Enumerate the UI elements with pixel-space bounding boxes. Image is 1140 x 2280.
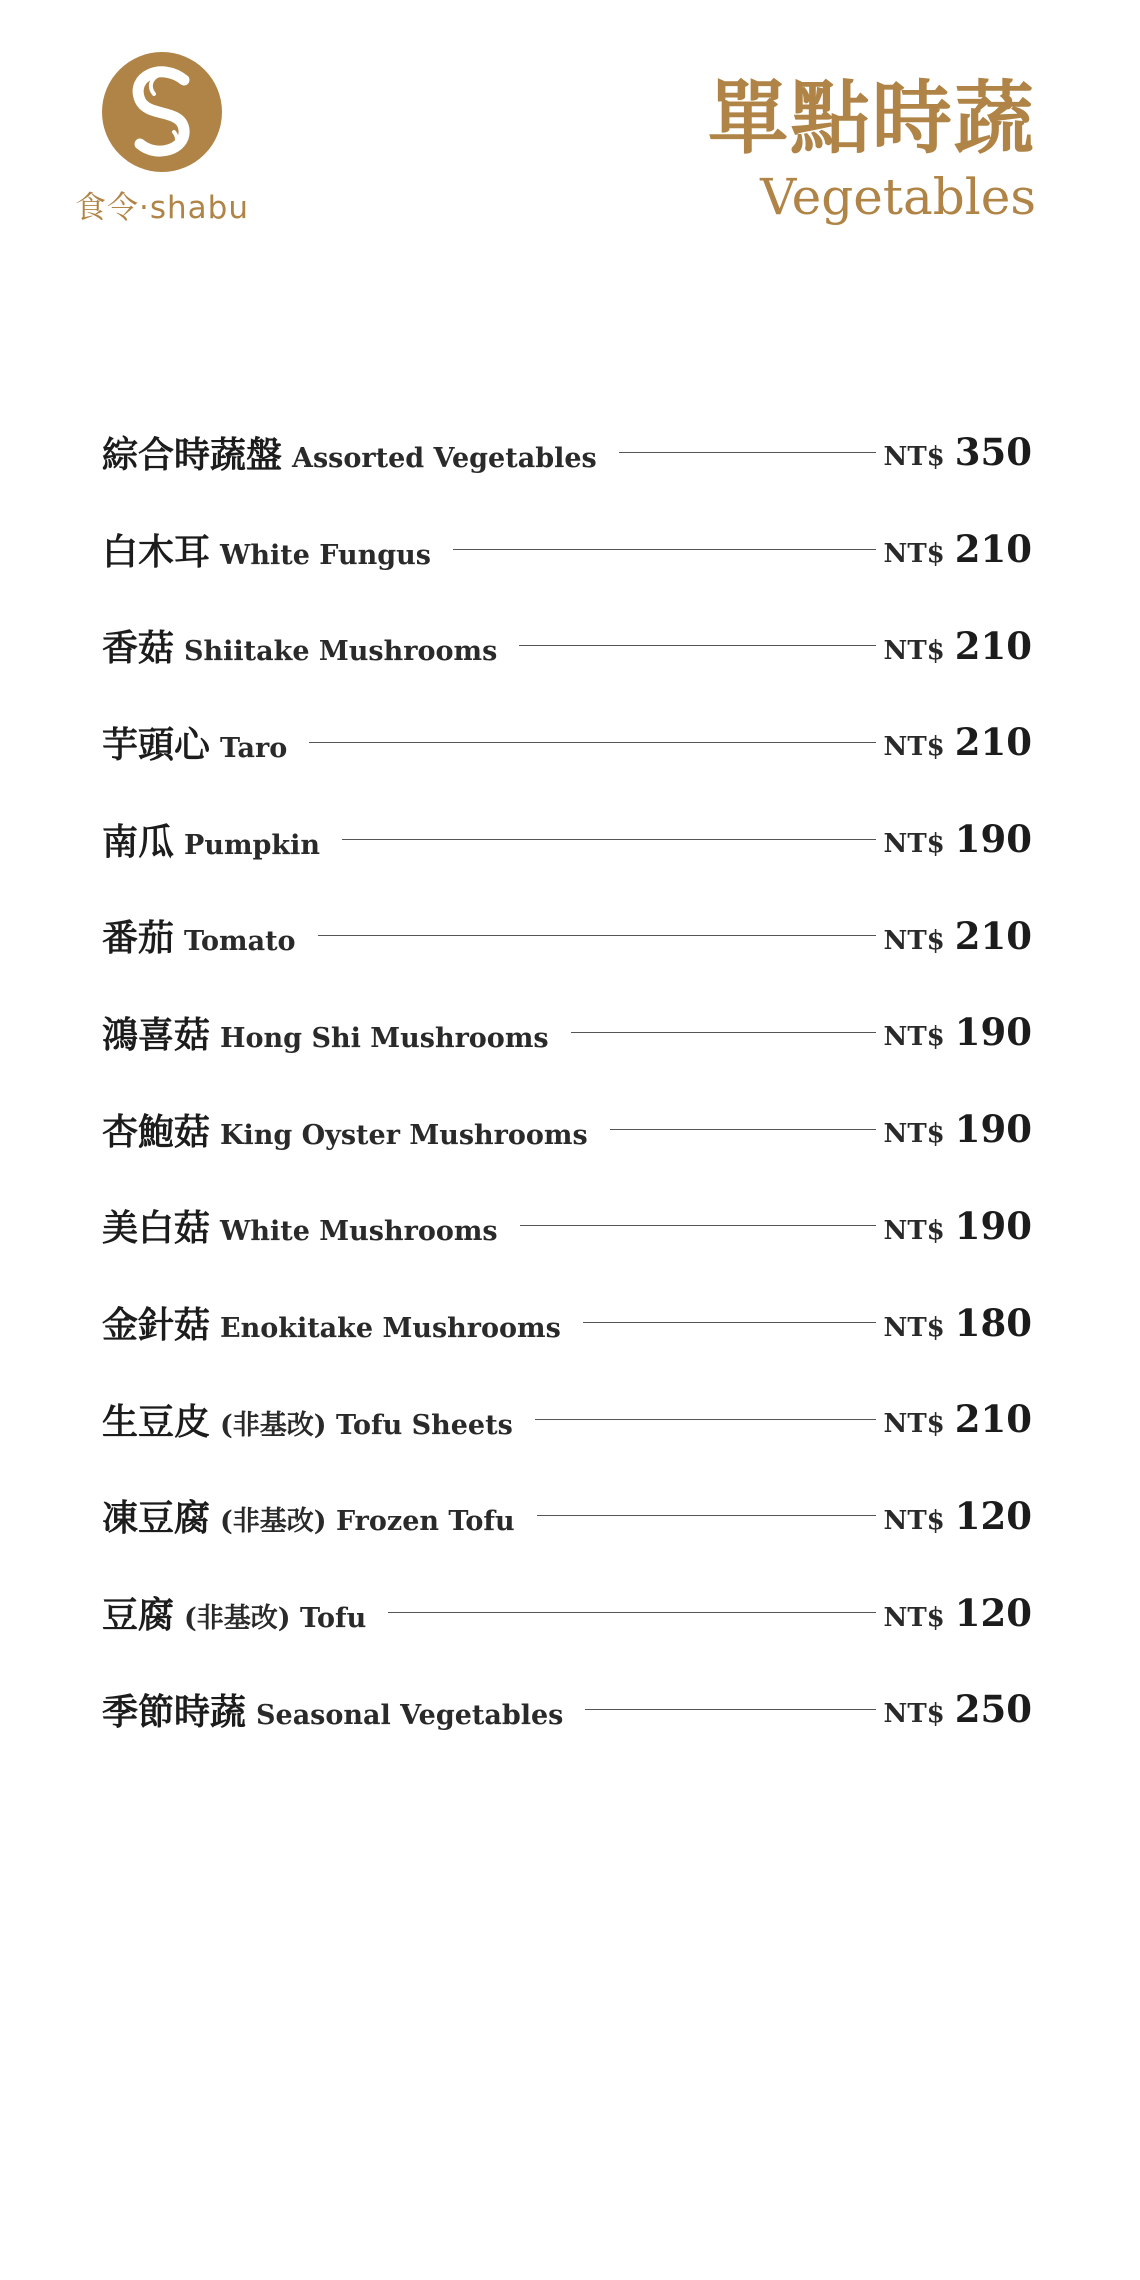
item-name-chinese: 美白菇 <box>102 1207 211 1250</box>
price-currency: NT$ <box>883 829 945 860</box>
menu-item-king-oyster-mushrooms <box>102 1081 1032 1178</box>
item-price <box>883 430 1032 475</box>
item-price <box>883 1397 1032 1442</box>
item-name-english: Seasonal Vegetables <box>256 1699 564 1731</box>
menu-item-taro <box>102 694 1032 791</box>
price-amount: 210 <box>954 913 1032 958</box>
menu-item-hong-shi-mushrooms <box>102 984 1032 1081</box>
price-currency: NT$ <box>883 732 945 763</box>
page-title-english: Vegetables <box>760 168 1036 226</box>
leader-line <box>583 1322 876 1323</box>
price-currency: NT$ <box>883 635 945 666</box>
price-currency: NT$ <box>883 1505 945 1536</box>
menu-item-frozen-tofu <box>102 1468 1032 1565</box>
leader-line <box>610 1129 876 1130</box>
price-amount: 210 <box>954 527 1032 572</box>
item-name-english: Assorted Vegetables <box>292 442 597 474</box>
item-name <box>102 1200 498 1251</box>
item-price <box>883 1493 1032 1538</box>
price-currency: NT$ <box>883 925 945 956</box>
price-amount: 190 <box>954 1010 1032 1055</box>
menu-item-tofu-sheets <box>102 1371 1032 1468</box>
menu-item-white-mushrooms <box>102 1178 1032 1275</box>
leader-line <box>453 549 876 550</box>
item-name <box>102 717 287 768</box>
item-name-english: Hong Shi Mushrooms <box>220 1022 549 1054</box>
menu-item-enokitake-mushrooms <box>102 1274 1032 1371</box>
item-name-chinese: 鴻喜菇 <box>102 1013 211 1056</box>
item-name-english: Taro <box>220 732 288 764</box>
brand-logo <box>52 50 272 227</box>
item-name-english: (非基改) Tofu Sheets <box>220 1409 513 1441</box>
item-name-chinese: 南瓜 <box>102 820 175 863</box>
item-name-chinese: 番茄 <box>102 917 175 960</box>
item-name-chinese: 豆腐 <box>102 1594 175 1637</box>
price-currency: NT$ <box>883 1215 945 1246</box>
item-name <box>102 1104 588 1155</box>
price-amount: 190 <box>954 1107 1032 1152</box>
menu-item-white-fungus <box>102 501 1032 598</box>
item-name <box>102 910 296 961</box>
leader-line <box>519 645 876 646</box>
leader-line <box>571 1032 876 1033</box>
price-amount: 120 <box>954 1590 1032 1635</box>
price-amount: 120 <box>954 1493 1032 1538</box>
item-name <box>102 1297 561 1348</box>
item-name-chinese: 綜合時蔬盤 <box>102 433 283 476</box>
item-name-english: White Mushrooms <box>220 1216 498 1248</box>
price-amount: 210 <box>954 623 1032 668</box>
s-swirl-logo-icon <box>100 50 224 174</box>
menu-item-pumpkin <box>102 791 1032 888</box>
leader-line <box>585 1709 876 1710</box>
price-currency: NT$ <box>883 1119 945 1150</box>
item-name-english: Shiitake Mushrooms <box>184 636 498 668</box>
price-currency: NT$ <box>883 442 945 473</box>
item-name <box>102 1394 513 1445</box>
price-amount: 190 <box>954 817 1032 862</box>
item-name <box>102 427 597 478</box>
leader-line <box>520 1225 876 1226</box>
item-name-chinese: 杏鮑菇 <box>102 1110 211 1153</box>
page-title <box>708 72 1036 228</box>
menu-item-assorted-vegetables <box>102 404 1032 501</box>
page-title-chinese: 單點時蔬 <box>708 71 1036 165</box>
item-name-english: White Fungus <box>220 539 431 571</box>
leader-line <box>388 1612 876 1613</box>
menu-item-shiitake-mushrooms <box>102 597 1032 694</box>
item-price <box>883 623 1032 668</box>
price-currency: NT$ <box>883 1312 945 1343</box>
item-name <box>102 814 320 865</box>
item-name-chinese: 季節時蔬 <box>102 1690 247 1733</box>
price-amount: 210 <box>954 1397 1032 1442</box>
item-price <box>883 1300 1032 1345</box>
price-currency: NT$ <box>883 1022 945 1053</box>
item-name-english: Pumpkin <box>184 829 320 861</box>
item-price <box>883 1203 1032 1248</box>
item-price <box>883 913 1032 958</box>
leader-line <box>309 742 876 743</box>
brand-name: 食令·shabu <box>75 190 249 226</box>
leader-line <box>619 452 876 453</box>
price-currency: NT$ <box>883 1699 945 1730</box>
menu-item-tomato <box>102 887 1032 984</box>
item-name-english: Enokitake Mushrooms <box>220 1313 561 1345</box>
item-name-chinese: 生豆皮 <box>102 1400 211 1443</box>
price-currency: NT$ <box>883 1602 945 1633</box>
leader-line <box>342 839 876 840</box>
item-name-english: (非基改) Frozen Tofu <box>220 1506 515 1538</box>
leader-line <box>318 935 876 936</box>
leader-line <box>537 1515 876 1516</box>
item-name <box>102 620 497 671</box>
item-price <box>883 527 1032 572</box>
menu-item-tofu <box>102 1564 1032 1661</box>
price-amount: 350 <box>954 430 1032 475</box>
item-name <box>102 1490 515 1541</box>
price-amount: 250 <box>954 1687 1032 1732</box>
menu-list <box>102 404 1032 1758</box>
item-name-english: (非基改) Tofu <box>184 1603 367 1635</box>
item-name <box>102 1007 549 1058</box>
leader-line <box>535 1419 876 1420</box>
item-name-chinese: 白木耳 <box>102 530 211 573</box>
item-name <box>102 524 431 575</box>
item-price <box>883 817 1032 862</box>
item-price <box>883 1687 1032 1732</box>
item-name-english: Tomato <box>184 926 296 958</box>
item-name-chinese: 凍豆腐 <box>102 1497 211 1540</box>
item-price <box>883 1590 1032 1635</box>
item-name-chinese: 金針菇 <box>102 1304 211 1347</box>
price-amount: 210 <box>954 720 1032 765</box>
item-price <box>883 1010 1032 1055</box>
price-currency: NT$ <box>883 1409 945 1440</box>
item-price <box>883 1107 1032 1152</box>
item-price <box>883 720 1032 765</box>
item-name <box>102 1587 366 1638</box>
item-name-english: King Oyster Mushrooms <box>220 1119 588 1151</box>
item-name-chinese: 芋頭心 <box>102 723 211 766</box>
item-name-chinese: 香菇 <box>102 627 175 670</box>
price-amount: 180 <box>954 1300 1032 1345</box>
price-currency: NT$ <box>883 539 945 570</box>
menu-item-seasonal-vegetables <box>102 1661 1032 1758</box>
price-amount: 190 <box>954 1203 1032 1248</box>
item-name <box>102 1684 563 1735</box>
